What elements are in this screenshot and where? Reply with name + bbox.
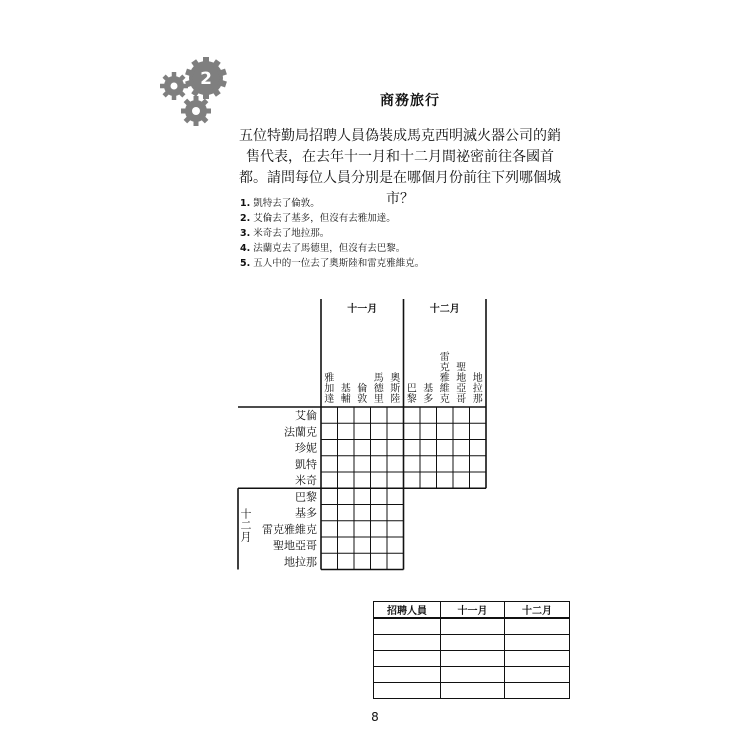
answer-cell[interactable] — [374, 618, 441, 635]
column-header-december-city: 基多 — [423, 383, 434, 405]
column-header-november-city: 基輔 — [340, 383, 351, 405]
answer-table-row — [374, 618, 570, 635]
answer-cell[interactable] — [441, 667, 505, 683]
month-header-november: 十一月 — [347, 304, 378, 315]
row-label-person: 米奇 — [295, 474, 317, 488]
side-label-december: 十二月 — [240, 507, 252, 544]
row-label-person: 凱特 — [295, 457, 317, 471]
answer-cell[interactable] — [505, 651, 570, 667]
answer-cell[interactable] — [374, 635, 441, 651]
row-label-december-city: 巴黎 — [295, 490, 317, 504]
row-label-person: 法蘭克 — [284, 425, 317, 439]
answer-table-row — [374, 635, 570, 651]
answer-table-header: 十一月 — [441, 602, 505, 619]
row-label-december-city: 基多 — [295, 506, 317, 520]
answer-cell[interactable] — [505, 667, 570, 683]
column-header-december-city: 巴黎 — [406, 383, 417, 405]
answer-table — [373, 601, 570, 699]
clue-number: 3. — [240, 228, 251, 239]
puzzle-title: 商務旅行 — [380, 93, 440, 109]
clue-text: 艾倫去了基多，但沒有去雅加達。 — [253, 213, 396, 224]
clue-number: 1. — [240, 198, 251, 209]
column-header-november-city: 雅加達 — [324, 373, 335, 405]
answer-cell[interactable] — [441, 635, 505, 651]
answer-cell[interactable] — [505, 635, 570, 651]
answer-table-header: 招聘人員 — [374, 602, 441, 619]
column-header-december-city: 聖地亞哥 — [456, 362, 467, 405]
puzzle-number: 2 — [200, 69, 212, 89]
row-label-person: 珍妮 — [295, 441, 317, 455]
column-header-november-city: 奧斯陸 — [390, 373, 401, 405]
clue-number: 2. — [240, 213, 251, 224]
row-label-december-city: 地拉那 — [284, 555, 317, 569]
clue-number: 5. — [240, 258, 251, 269]
clue-text: 五人中的一位去了奧斯陸和雷克雅維克。 — [253, 258, 425, 269]
answer-cell[interactable] — [374, 667, 441, 683]
column-header-december-city: 地拉那 — [472, 373, 483, 405]
answer-cell[interactable] — [505, 618, 570, 635]
row-label-december-city: 雷克雅維克 — [262, 522, 317, 536]
clue-text: 米奇去了地拉那。 — [253, 228, 330, 239]
answer-cell[interactable] — [374, 683, 441, 699]
answer-cell[interactable] — [441, 618, 505, 635]
row-label-december-city: 聖地亞哥 — [273, 539, 317, 553]
column-header-november-city: 倫敦 — [357, 383, 368, 405]
column-header-december-city: 雷克雅維克 — [439, 352, 450, 405]
page-number: 8 — [371, 710, 379, 724]
answer-table-row — [374, 667, 570, 683]
answer-cell[interactable] — [374, 651, 441, 667]
answer-cell[interactable] — [441, 651, 505, 667]
puzzle-intro: 五位特勤局招聘人員偽裝成馬克西明滅火器公司的銷售代表，在去年十一月和十二月間祕密前往各國首都。請問每位人員分別是在哪個月份前往下列哪個城市？ — [239, 128, 561, 207]
answer-cell[interactable] — [441, 683, 505, 699]
clue-number: 4. — [240, 243, 251, 254]
clue-text: 凱特去了倫敦。 — [253, 198, 320, 209]
answer-cell[interactable] — [505, 683, 570, 699]
column-header-november-city: 馬德里 — [373, 373, 384, 405]
answer-table-header: 十二月 — [505, 602, 570, 619]
row-label-person: 艾倫 — [295, 409, 317, 423]
answer-table-row — [374, 651, 570, 667]
month-header-december: 十二月 — [429, 304, 460, 315]
clue-text: 法蘭克去了馬德里，但沒有去巴黎。 — [253, 243, 406, 254]
answer-table-row — [374, 683, 570, 699]
